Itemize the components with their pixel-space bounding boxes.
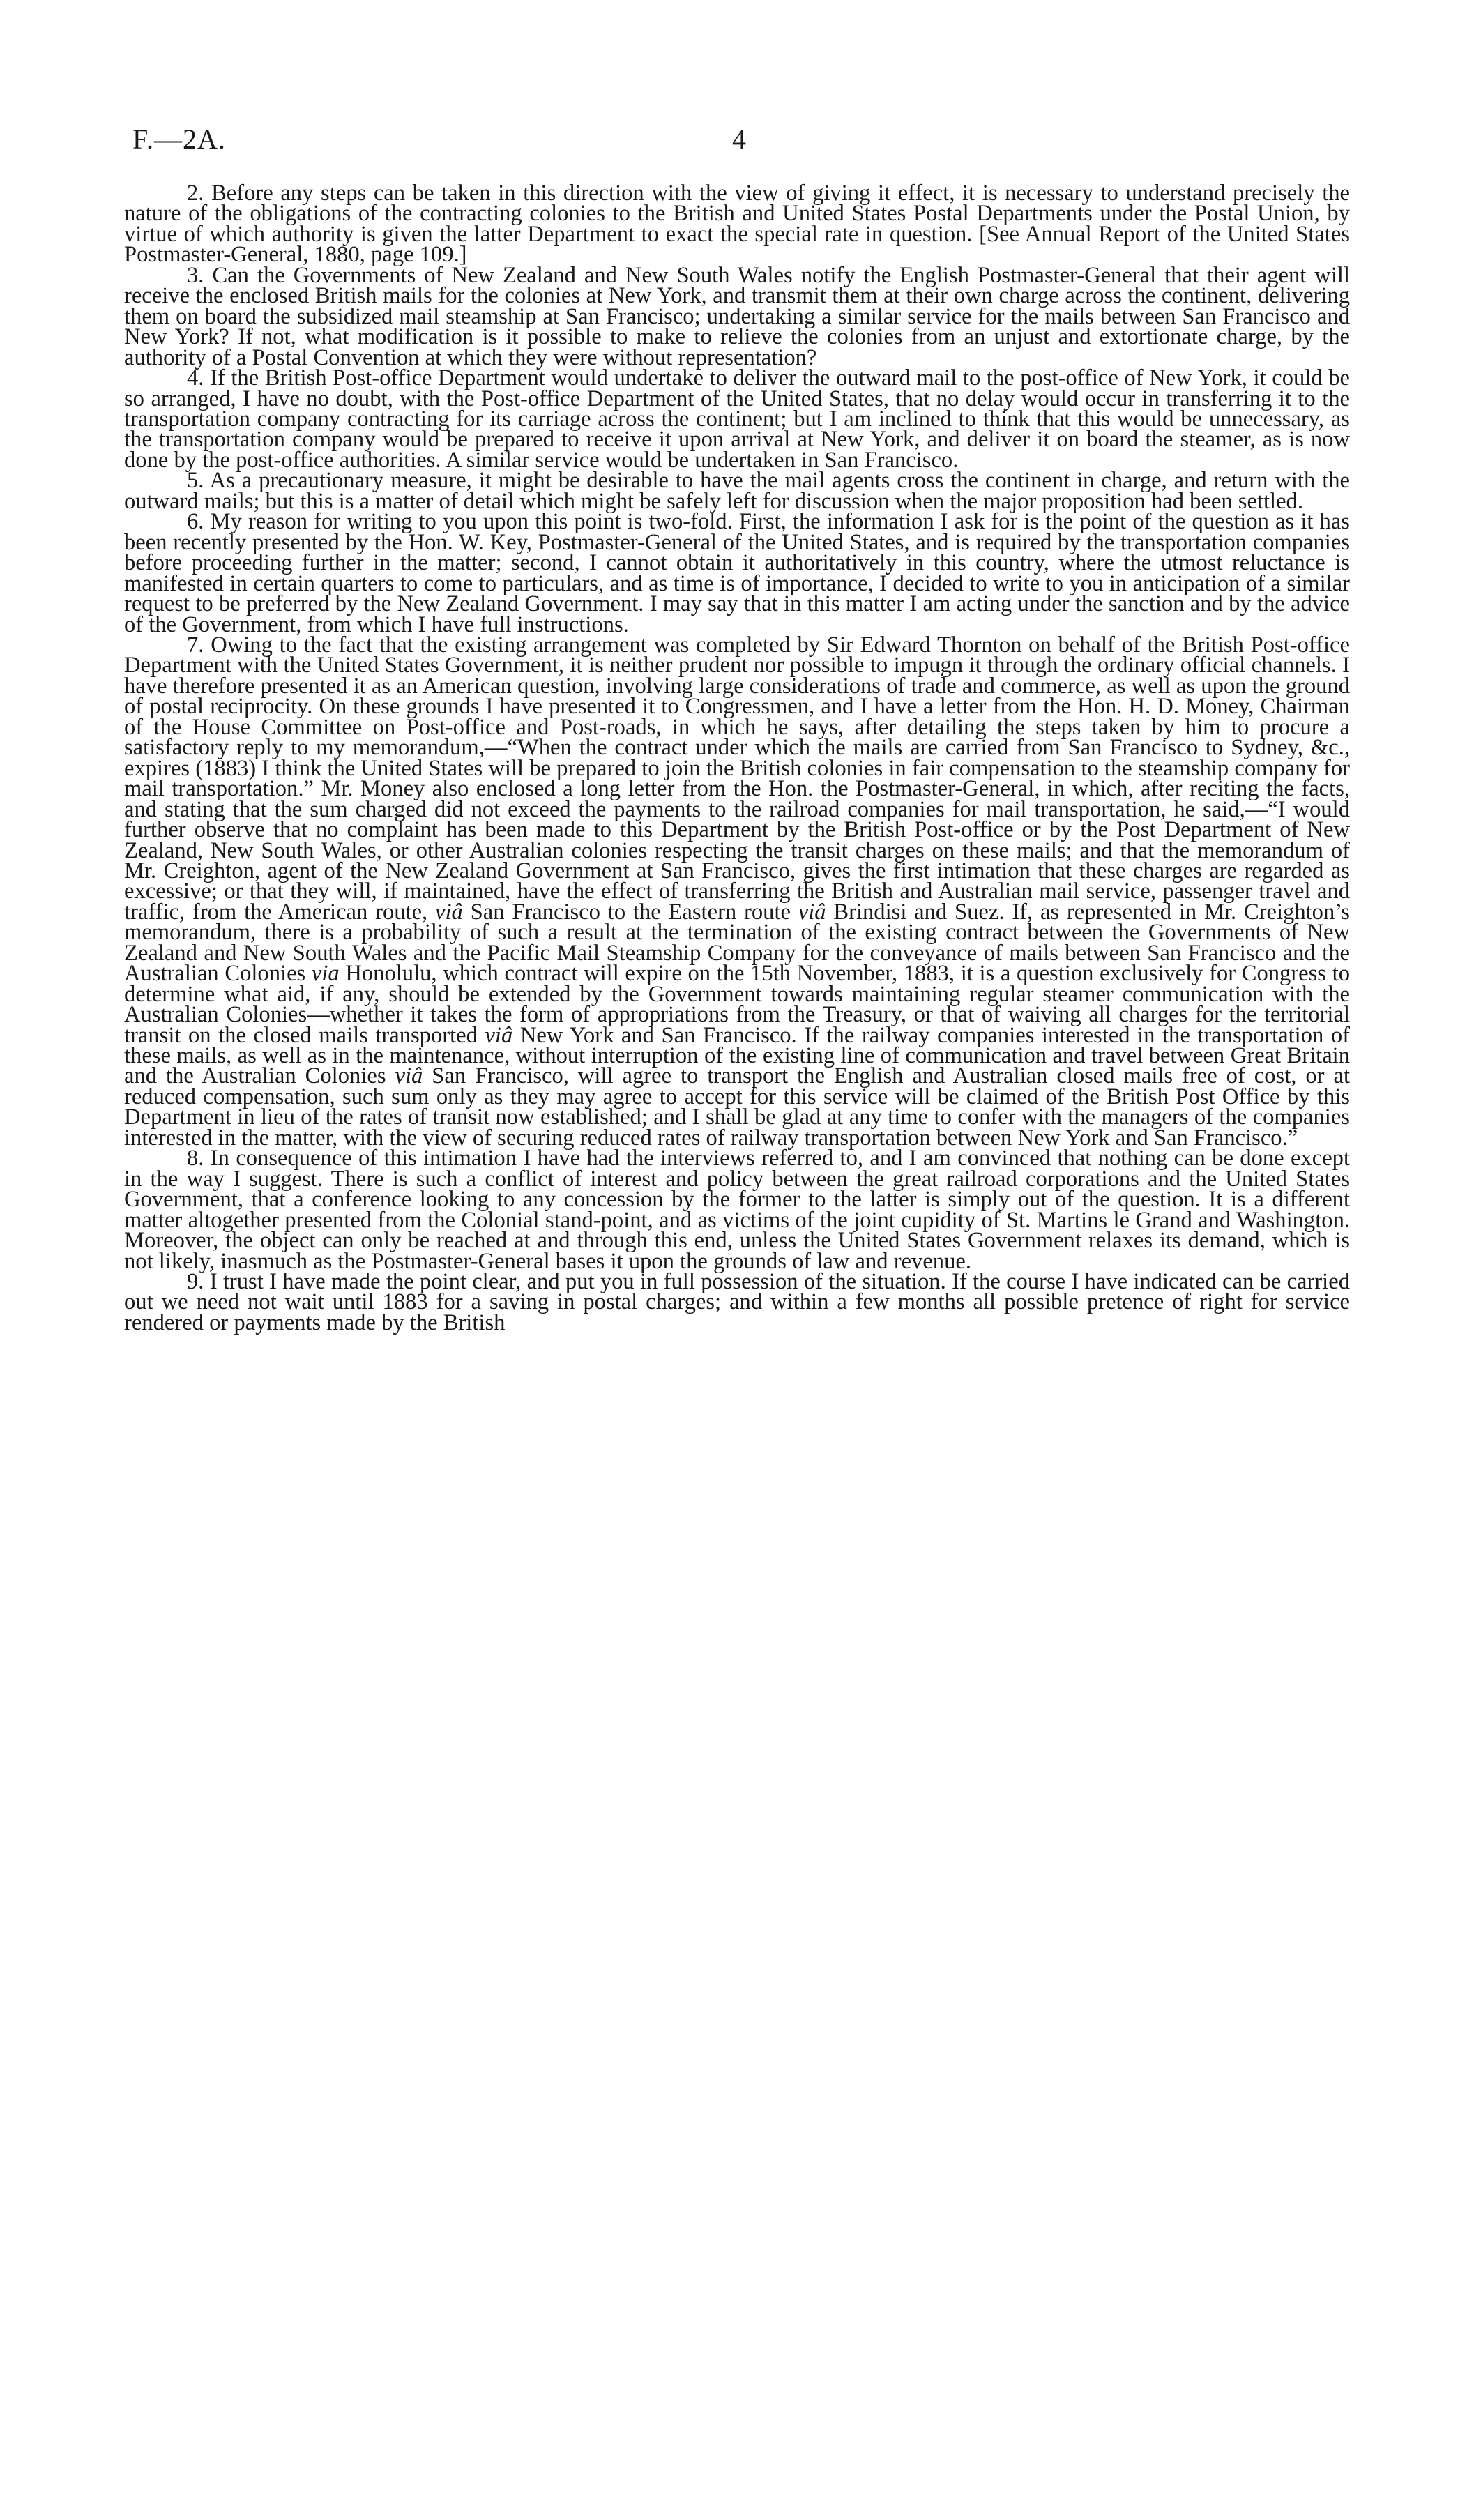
paragraph-7	[124, 632, 1350, 1151]
paragraph-text: 9. I trust I have made the point clear, and put you in full possession of the situation. If the course I have indicated can be carried out we need not wait until 1883 for a saving in postal charges; and within a few months all possible pretence of right for service rendered or payments made by the British	[124, 1269, 1350, 1335]
paragraph-text: Brindisi and Suez. If, as represented in Mr. Creighton’s memorandum, there is a probability of such a result at the termination of the existing contract between the Governments of New Zealand and New South Wales and the Pacific Mail Steamship Company for the conveyance of mails between San Francisco and the Australian Colonies	[124, 899, 1350, 987]
paragraph-text: 4. If the British Post-office Department would undertake to deliver the outward mail to the post-office of New York, it could be so arranged, I have no doubt, with the Post-office Department of the United States, that no delay would occur in transferring it to the transportation company contracting for its carriage across the continent; but I am inclined to think that this would be unnecessary, as the transportation company would be prepared to receive it upon arrival at New York, and deliver it on board the steamer, as is now done by the post-office authorities. A similar service would be undertaken in San Francisco.	[124, 365, 1350, 473]
paragraph-text: 6. My reason for writing to you upon this point is two-fold. First, the information I ask for is the point of the question as it has been recently presented by the Hon. W. Key, Postmaster-General of the United States, and is required by the transportation companies before proceeding further in the matter; second, I cannot obtain it authoritatively in this country, where the utmost reluctance is manifested in certain quarters to come to particulars, and as time is of importance, I decided to write to you in anticipation of a similar request to be preferred by the New Zealand Government. I may say that in this matter I am acting under the sanction and by the advice of the Government, from which I have full instructions.	[124, 509, 1350, 637]
paragraph-text: 8. In consequence of this intimation I have had the interviews referred to, and I am convinced that nothing can be done except in the way I suggest. There is such a conflict of interest and policy between the great railroad corporations and the United States Government, that a conference looking to any concession by the former to the latter is simply out of the question. It is a different matter altogether presented from the Colonial stand-point, and as victims of the joint cupidity of St. Martins le Grand and Washington. Moreover, the object can only be reached at and through this end, unless the United States Government relaxes its demand, which is not likely, inasmuch as the Postmaster-General bases it upon the grounds of law and revenue.	[124, 1146, 1350, 1274]
paragraph-text: Honolulu, which contract will expire on the 15th November, 1883, it is a question exclusively for Congress to determine what aid, if any, should be extended by the Government towards maintaining regular steamer communication with the Australian Colonies—whether it takes the form of appropriations from the Treasury, or that of waiving all charges for the territorial transit on the closed mails transported	[124, 961, 1350, 1048]
page-number: 4	[732, 123, 746, 155]
paragraph-text: 3. Can the Governments of New Zealand and New South Wales notify the English Postmaster-General that their agent will receive the enclosed British mails for the colonies at New York, and transmit them at their own charge across the continent, delivering them on board the subsidized mail steamship at San Francisco; undertaking a similar service for the mails between San Francisco and New York? If not, what modification is it possible to make to relieve the colonies from an unjust and extortionate charge, by the authority of a Postal Convention at which they were without representation?	[124, 262, 1350, 370]
paragraph-3	[124, 262, 1350, 370]
paragraph-6	[124, 509, 1350, 637]
paragraph-8	[124, 1148, 1350, 1272]
paragraph-text: 2. Before any steps can be taken in this direction with the view of giving it effect, it is necessary to understand precisely the nature of the obligations of the contracting colonies to the British and United States Postal Departments under the Postal Union, by virtue of which authority is given the latter Department to exact the special rate in question. [See Annual Report of the United States Postmaster-General, 1880, page 109.]	[124, 181, 1350, 268]
paragraph-text: New York and San Francisco. If the railway companies interested in the transportation of these mails, as well as in the maintenance, without interruption of the existing line of communication and travel between Great Britain and the Australian Colonies	[124, 1022, 1350, 1089]
italic-word: viâ	[485, 1022, 513, 1048]
paragraph-text: San Francisco to the Eastern route	[462, 899, 798, 925]
italic-word: viâ	[395, 1063, 423, 1089]
paragraph-9	[124, 1269, 1350, 1335]
italic-word: viâ	[798, 899, 826, 925]
italic-word: viâ	[435, 899, 463, 925]
paragraph-text: 7. Owing to the fact that the existing arrangement was completed by Sir Edward Thornton on behalf of the British Post-office Department with the United States Government, it is neither prudent nor possible to impugn it through the ordinary official channels. I have therefore presented it as an American question, involving large considerations of trade and commerce, as well as upon the ground of postal reciprocity. On these grounds I have presented it to Congressmen, and I have a letter from the Hon. H. D. Money, Chairman of the House Committee on Post-office and Post-roads, in which he says, after detailing the steps taken by him to procure a satisfactory reply to my memorandum,—“When the contract under which the mails are carried from San Francisco to Sydney, &c., expires (1883) I think the United States will be prepared to join the British colonies in fair compensation to the steamship company for mail transportation.” Mr. Money also enclosed a long letter from the Hon. the Postmaster-General, in which, after reciting the facts, and stating that the sum charged did not exceed the payments to the railroad companies for mail transportation, he said,—“I would further observe that no complaint has been made to this Department by the British Post-office or by the Post Department of New Zealand, New South Wales, or other Australian colonies respecting the transit charges on these mails; and that the memorandum of Mr. Creighton, agent of the New Zealand Government at San Francisco, gives the first intimation that these charges are regarded as excessive; or that they will, if maintained, have the effect of transferring the British and Australian mail service, passenger travel and traffic, from the American route,	[124, 632, 1350, 925]
paragraph-5	[124, 468, 1350, 514]
italic-word: via	[311, 961, 340, 987]
letter-body	[124, 183, 1350, 1333]
paragraph-2	[124, 183, 1350, 266]
paragraph-text: 5. As a precautionary measure, it might be desirable to have the mail agents cross the continent in charge, and return with the outward mails; but this is a matter of detail which might be safely left for discussion when the major proposition had been settled.	[124, 468, 1350, 514]
running-head	[132, 123, 1342, 165]
document-reference: F.—2A.	[132, 123, 226, 155]
paragraph-text: San Francisco, will agree to transport the English and Australian closed mails free of cost, or at reduced compensation, such sum only as they may agree to accept for this service will be claimed of the British Post Office by this Department in lieu of the rates of transit now established; and I shall be glad at any time to confer with the managers of the companies interested in the matter, with the view of securing reduced rates of railway transportation between New York and San Francisco.”	[124, 1063, 1350, 1151]
paragraph-4	[124, 365, 1350, 473]
